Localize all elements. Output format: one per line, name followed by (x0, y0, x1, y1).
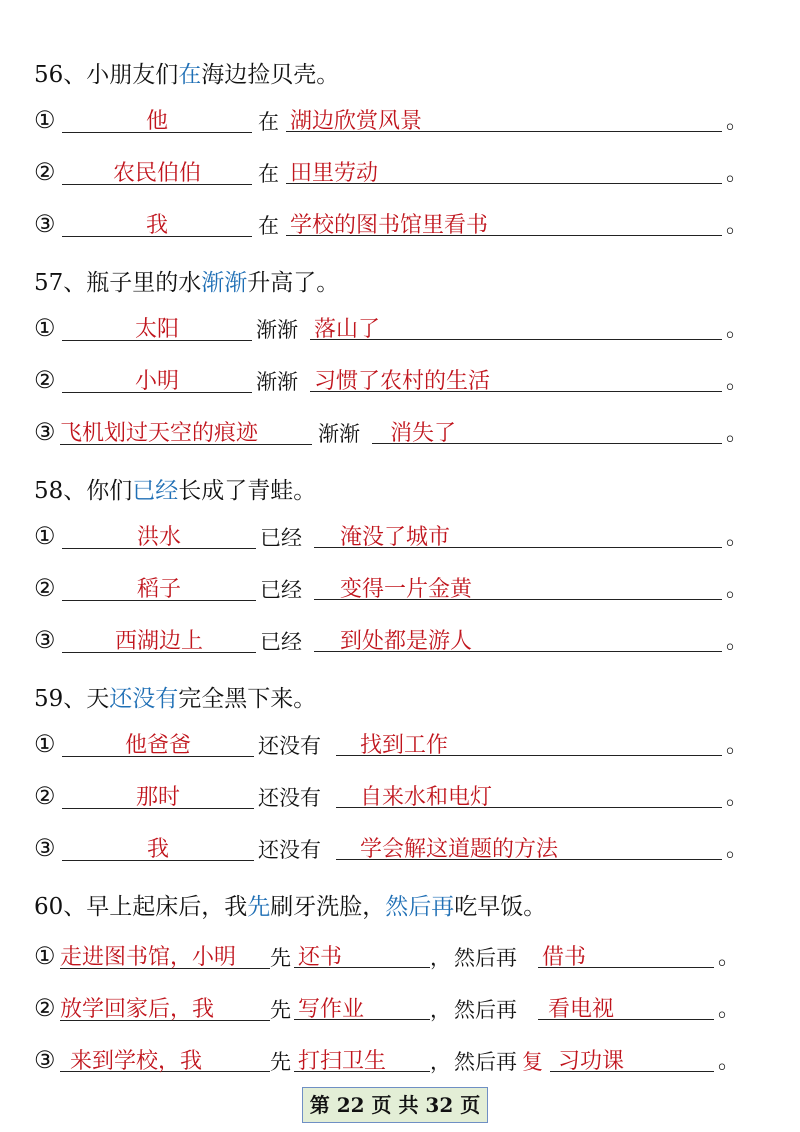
keyword-word: 还没有 (258, 838, 321, 862)
row-mark: ③ (34, 1046, 56, 1074)
row-mark: ① (34, 942, 56, 970)
keyword-word: 先 (270, 1050, 291, 1074)
period: 。 (726, 317, 749, 342)
subject-answer: 他 (62, 104, 252, 133)
keyword-word: 在 (258, 214, 279, 238)
first-action-answer: 写作业 (294, 992, 430, 1020)
subject-answer: 他爸爸 (62, 728, 254, 757)
second-action-answer: 看电视 (538, 992, 714, 1020)
period: 。 (718, 1049, 741, 1074)
predicate-answer: 学校的图书馆里看书 (286, 208, 722, 236)
subject-answer: 太阳 (62, 312, 252, 341)
period: 。 (726, 525, 749, 550)
row-mark: ① (34, 522, 56, 550)
period: 。 (726, 837, 749, 862)
question-number: 56、 (34, 62, 87, 88)
answer-row (34, 624, 770, 658)
question-text: 长成了青蛙。 (178, 478, 317, 504)
period: 。 (726, 213, 749, 238)
period: 。 (726, 629, 749, 654)
row-mark: ① (34, 106, 56, 134)
row-mark: ① (34, 730, 56, 758)
keyword-word: 还没有 (258, 786, 321, 810)
first-action-answer: 还书 (294, 940, 430, 968)
row-mark: ③ (34, 626, 56, 654)
predicate-answer: 找到工作 (336, 728, 722, 756)
row-mark: ② (34, 574, 56, 602)
keyword-word: 渐渐 (256, 318, 298, 342)
page-number: 第 22 页 共 32 页 (302, 1087, 488, 1123)
question-57 (34, 264, 339, 297)
subject-answer: 西湖边上 (62, 624, 256, 653)
question-number: 59、 (34, 686, 87, 712)
answer-row (34, 940, 770, 974)
period: 。 (726, 421, 749, 446)
answer-row (34, 312, 770, 346)
answer-row (34, 992, 770, 1026)
answer-row (34, 416, 770, 450)
subject-answer: 我 (62, 832, 254, 861)
question-text: 你们 (86, 478, 133, 504)
answer-row (34, 520, 770, 554)
question-text: 完全黑下来。 (178, 686, 317, 712)
keyword-word: 然后再 (454, 1050, 517, 1074)
keyword-word: 渐渐 (318, 422, 360, 446)
answer-row (34, 780, 770, 814)
period: 。 (726, 785, 749, 810)
keyword-word: 已经 (260, 630, 302, 654)
predicate-answer: 到处都是游人 (314, 624, 722, 652)
comma: ， (430, 998, 451, 1022)
keyword: 渐渐 (201, 270, 248, 296)
subject-answer: 飞机划过天空的痕迹 (60, 416, 312, 445)
answer-row (34, 728, 770, 762)
intro-answer: 走进图书馆，小明 (60, 940, 270, 969)
predicate-answer: 习惯了农村的生活 (310, 364, 722, 392)
row-mark: ③ (34, 418, 56, 446)
subject-answer: 那时 (62, 780, 254, 809)
predicate-answer: 变得一片金黄 (314, 572, 722, 600)
row-mark: ② (34, 158, 56, 186)
period: 。 (718, 997, 741, 1022)
intro-answer: 放学回家后，我 (60, 992, 270, 1021)
question-text: 小朋友们 (86, 62, 179, 88)
second-action-prefix: 复 (522, 1050, 543, 1074)
second-action-answer: 习功课 (550, 1044, 714, 1072)
keyword-word: 先 (270, 946, 291, 970)
question-56 (34, 56, 339, 89)
period: 。 (718, 945, 741, 970)
question-60 (34, 888, 546, 921)
keyword: 先 (247, 894, 271, 920)
period: 。 (726, 733, 749, 758)
keyword-word: 在 (258, 162, 279, 186)
keyword-word: 先 (270, 998, 291, 1022)
row-mark: ② (34, 782, 56, 810)
keyword-word: 然后再 (454, 946, 517, 970)
predicate-answer: 落山了 (310, 312, 722, 340)
row-mark: ③ (34, 210, 56, 238)
keyword-word: 还没有 (258, 734, 321, 758)
question-text: 吃早饭。 (454, 894, 547, 920)
first-action-answer: 打扫卫生 (294, 1044, 430, 1072)
answer-row (34, 208, 770, 242)
row-mark: ② (34, 994, 56, 1022)
comma: ， (430, 946, 451, 970)
question-59 (34, 680, 316, 713)
answer-row (34, 832, 770, 866)
keyword: 还没有 (109, 686, 179, 712)
keyword: 然后再 (385, 894, 455, 920)
predicate-answer: 淹没了城市 (314, 520, 722, 548)
answer-row (34, 1044, 770, 1078)
keyword-word: 然后再 (454, 998, 517, 1022)
question-text: 升高了。 (247, 270, 340, 296)
question-number: 57、 (34, 270, 87, 296)
answer-row (34, 572, 770, 606)
subject-answer: 小明 (62, 364, 252, 393)
predicate-answer: 消失了 (372, 416, 722, 444)
answer-row (34, 104, 770, 138)
keyword-word: 已经 (260, 526, 302, 550)
keyword-word: 已经 (260, 578, 302, 602)
question-text: 海边捡贝壳。 (201, 62, 340, 88)
row-mark: ③ (34, 834, 56, 862)
predicate-answer: 田里劳动 (286, 156, 722, 184)
subject-answer: 稻子 (62, 572, 256, 601)
subject-answer: 我 (62, 208, 252, 237)
subject-answer: 洪水 (62, 520, 256, 549)
keyword-word: 渐渐 (256, 370, 298, 394)
question-number: 58、 (34, 478, 87, 504)
question-text: 刷牙洗脸， (270, 894, 386, 920)
second-action-answer: 借书 (538, 940, 714, 968)
keyword: 已经 (132, 478, 179, 504)
keyword: 在 (178, 62, 202, 88)
period: 。 (726, 577, 749, 602)
question-number: 60、 (34, 894, 87, 920)
question-text: 瓶子里的水 (86, 270, 202, 296)
row-mark: ① (34, 314, 56, 342)
answer-row (34, 156, 770, 190)
question-text: 早上起床后，我 (86, 894, 248, 920)
row-mark: ② (34, 366, 56, 394)
predicate-answer: 学会解这道题的方法 (336, 832, 722, 860)
intro-answer: 来到学校，我 (60, 1044, 270, 1072)
predicate-answer: 湖边欣赏风景 (286, 104, 722, 132)
comma: ， (430, 1050, 451, 1074)
period: 。 (726, 161, 749, 186)
period: 。 (726, 109, 749, 134)
question-text: 天 (86, 686, 110, 712)
keyword-word: 在 (258, 110, 279, 134)
question-58 (34, 472, 316, 505)
subject-answer: 农民伯伯 (62, 156, 252, 185)
answer-row (34, 364, 770, 398)
predicate-answer: 自来水和电灯 (336, 780, 722, 808)
period: 。 (726, 369, 749, 394)
